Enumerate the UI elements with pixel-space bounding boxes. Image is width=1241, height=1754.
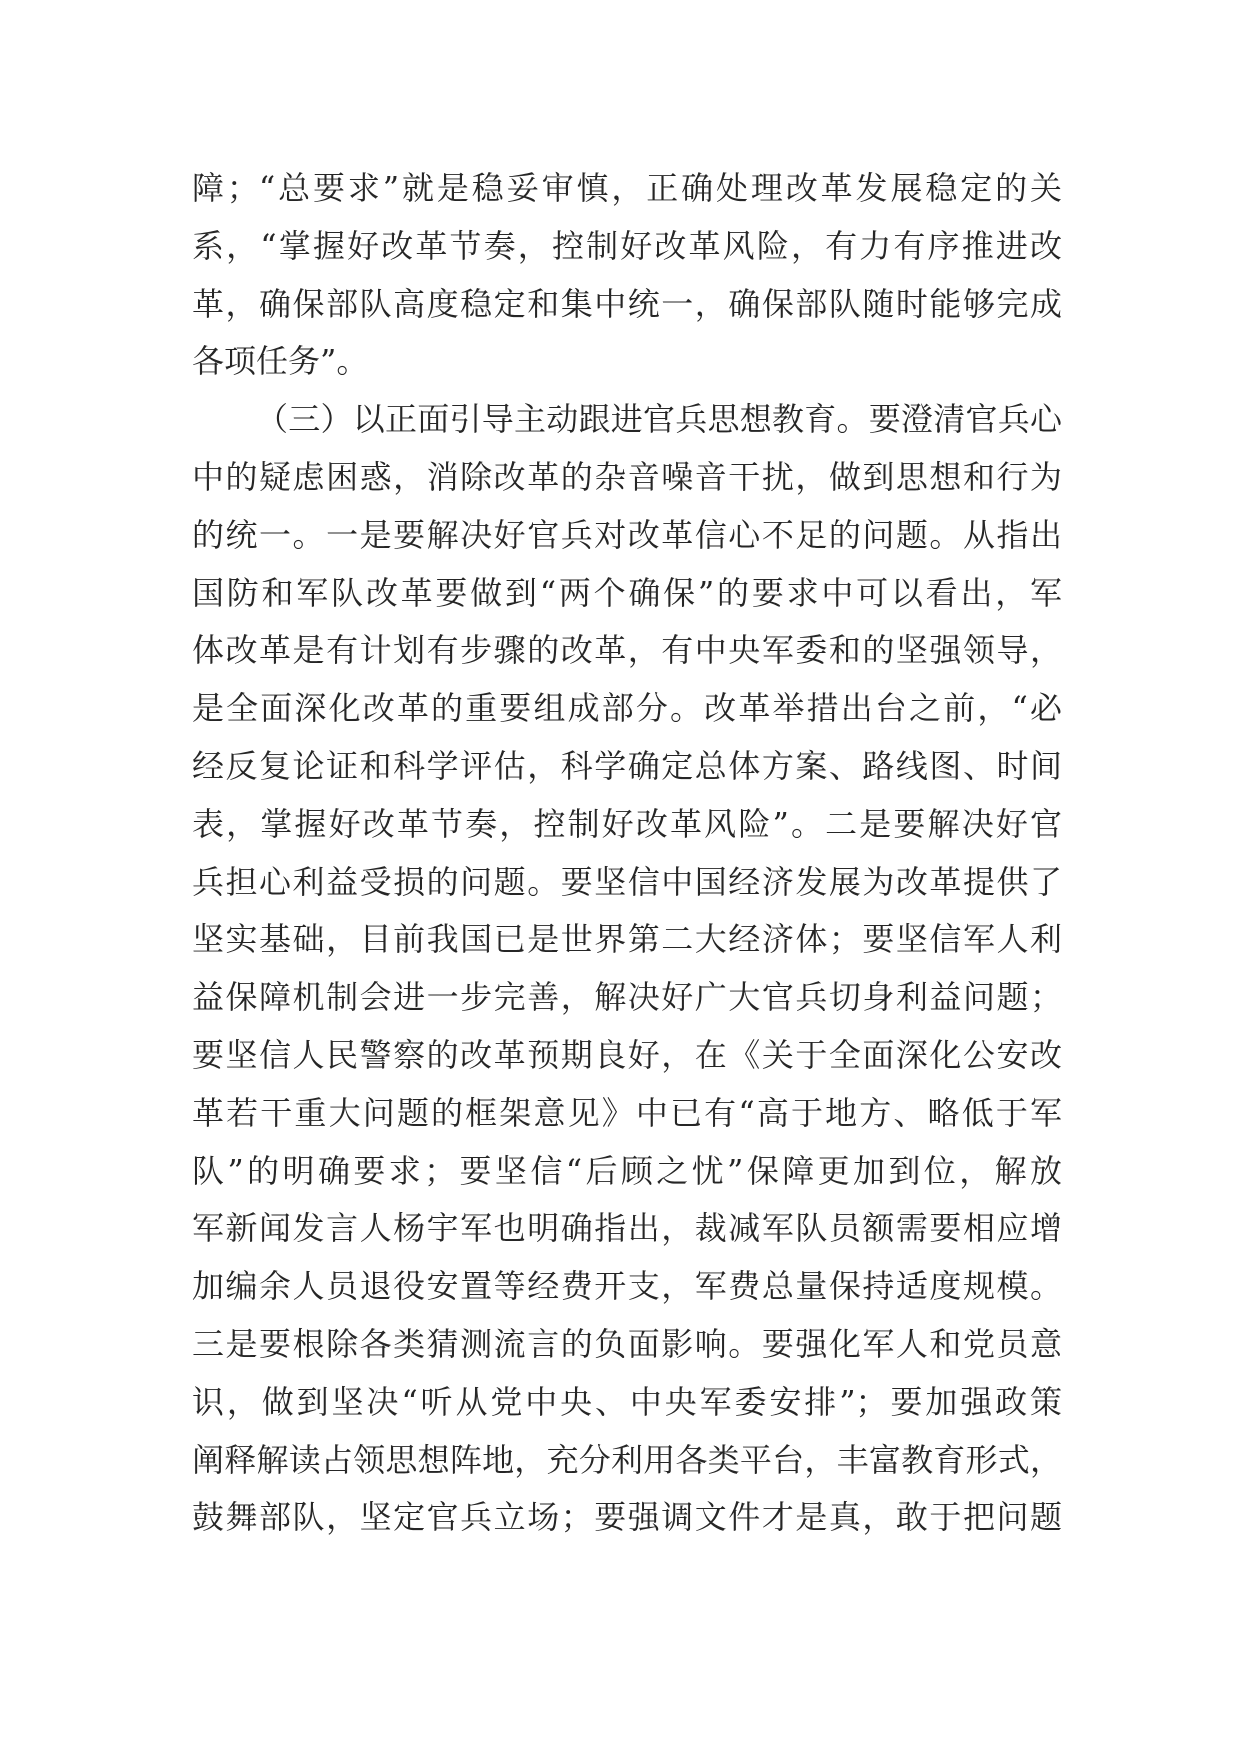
text-line: 体改革是有计划有步骤的改革，有中央军委和的坚强领导， [192, 631, 1062, 670]
text-line: 加编余人员退役安置等经费开支，军费总量保持适度规模。 [192, 1267, 1062, 1306]
text-line: 国防和军队改革要做到“两个确保”的要求中可以看出，军 [192, 573, 1062, 612]
text-line: 经反复论证和科学评估，科学确定总体方案、路线图、时间 [192, 746, 1062, 785]
paragraph-1 [192, 160, 1062, 391]
text-line: 兵担心利益受损的问题。要坚信中国经济发展为改革提供了 [192, 862, 1062, 901]
text-line: 三是要根除各类猜测流言的负面影响。要强化军人和党员意 [192, 1324, 1062, 1363]
text-line: 各项任务”。 [192, 342, 369, 381]
document-body [192, 160, 1062, 1547]
text-line: 鼓舞部队，坚定官兵立场；要强调文件才是真，敢于把问题 [192, 1498, 1062, 1537]
text-line: 坚实基础，目前我国已是世界第二大经济体；要坚信军人利 [192, 920, 1062, 959]
text-line: 军新闻发言人杨宇军也明确指出，裁减军队员额需要相应增 [192, 1209, 1062, 1248]
text-line: 障；“总要求”就是稳妥审慎，正确处理改革发展稳定的关 [192, 169, 1062, 207]
text-line: 中的疑虑困惑，消除改革的杂音噪音干扰，做到思想和行为 [192, 457, 1062, 496]
text-line: 队”的明确要求；要坚信“后顾之忧”保障更加到位，解放 [192, 1151, 1062, 1190]
text-line: 革若干重大问题的框架意见》中已有“高于地方、略低于军 [192, 1093, 1062, 1132]
paragraph-2 [192, 391, 1062, 1547]
text-line: 要坚信人民警察的改革预期良好，在《关于全面深化公安改 [192, 1035, 1062, 1074]
text-line: 阐释解读占领思想阵地，充分利用各类平台，丰富教育形式， [192, 1440, 1062, 1479]
text-line: 系，“掌握好改革节奏，控制好改革风险，有力有序推进改 [192, 226, 1062, 265]
text-line: 益保障机制会进一步完善，解决好广大官兵切身利益问题； [192, 978, 1062, 1017]
text-line: 的统一。一是要解决好官兵对改革信心不足的问题。从指出 [192, 515, 1062, 554]
text-line: 革，确保部队高度稳定和集中统一，确保部队随时能够完成 [192, 284, 1062, 323]
text-line: 表，掌握好改革节奏，控制好改革风险”。二是要解决好官 [192, 804, 1062, 843]
text-line: （三）以正面引导主动跟进官兵思想教育。要澄清官兵心 [256, 400, 1062, 439]
text-line: 识，做到坚决“听从党中央、中央军委安排”；要加强政策 [192, 1382, 1062, 1421]
text-line: 是全面深化改革的重要组成部分。改革举措出台之前，“必 [192, 689, 1062, 728]
